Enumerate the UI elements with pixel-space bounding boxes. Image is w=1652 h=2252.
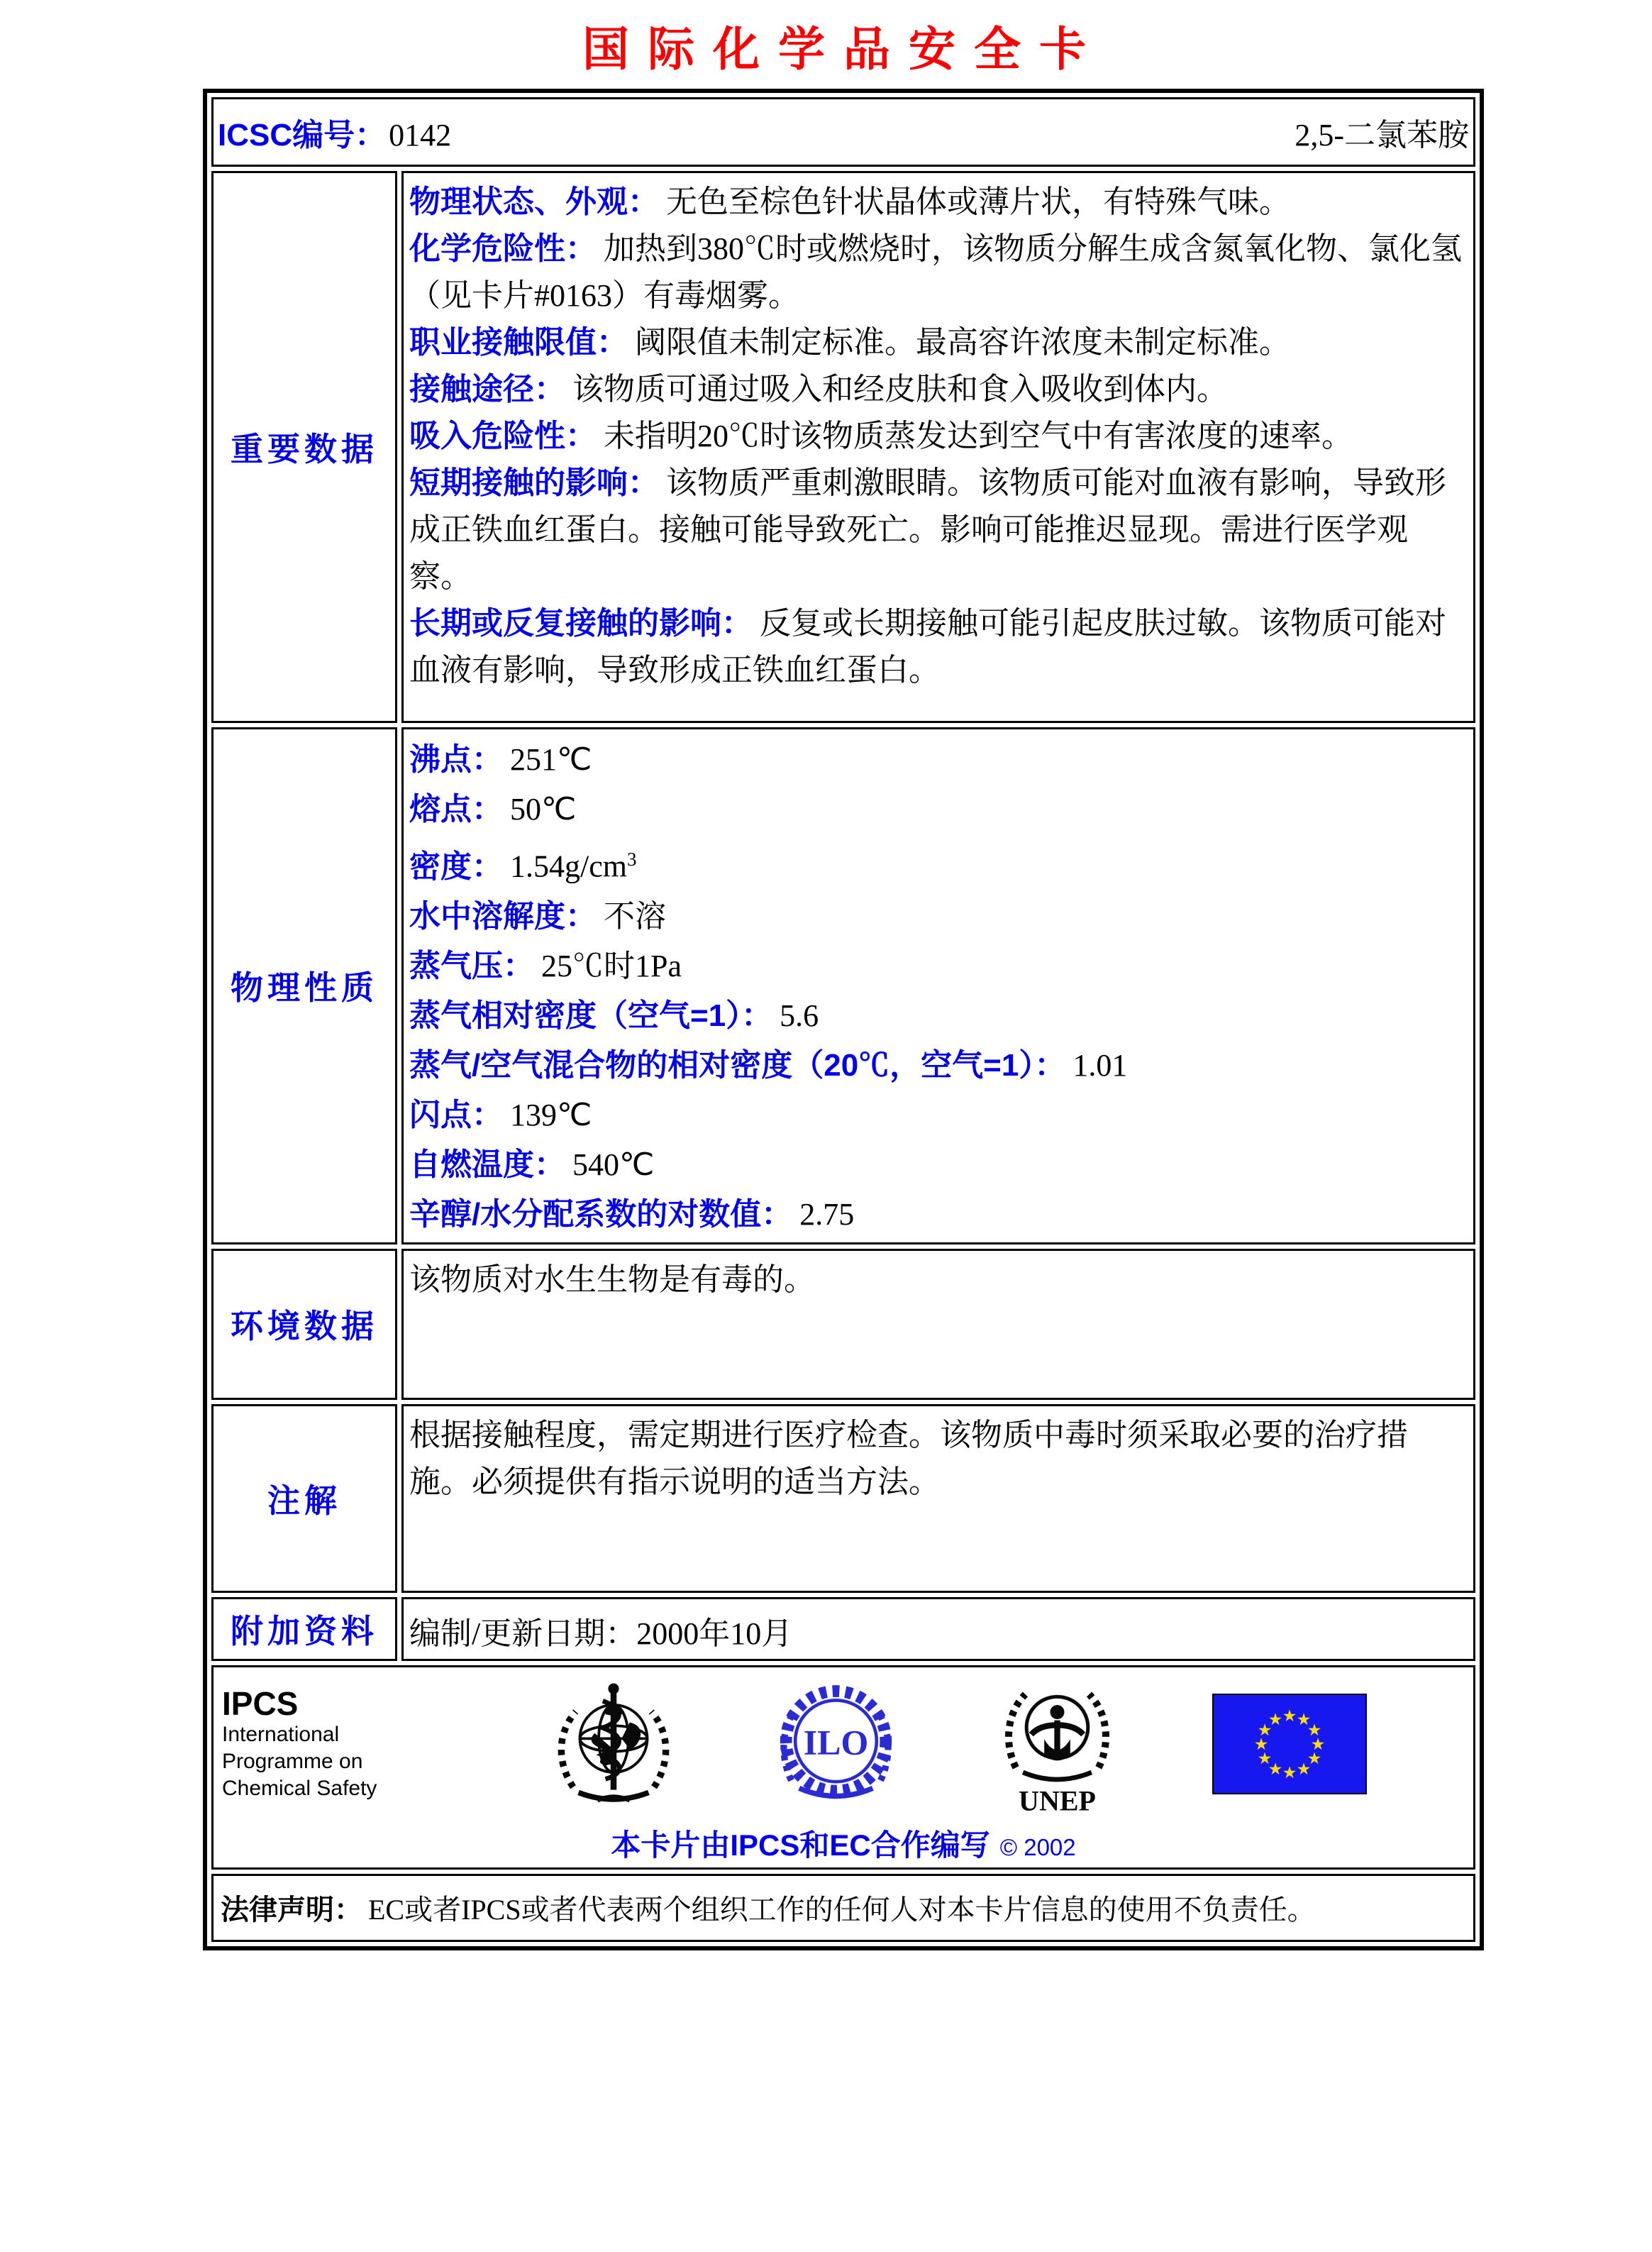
svg-text:★: ★ bbox=[1296, 1760, 1312, 1778]
property-value: 不溶 bbox=[604, 898, 666, 934]
item-text: 该物质可通过吸入和经皮肤和食入吸收到体内。 bbox=[572, 372, 1228, 407]
property-label: 辛醇/水分配系数的对数值： bbox=[409, 1196, 793, 1232]
svg-text:★: ★ bbox=[1268, 1710, 1283, 1728]
property-value: 50℃ bbox=[510, 792, 577, 827]
property-label: 蒸气/空气混合物的相对密度（20℃，空气=1）： bbox=[409, 1047, 1066, 1083]
copyright-text: © 2002 bbox=[999, 1833, 1076, 1860]
row-label-physical-properties: 物理性质 bbox=[211, 727, 397, 1244]
property-value: 540℃ bbox=[572, 1147, 655, 1182]
unep-text: UNEP bbox=[1018, 1784, 1096, 1815]
unep-logo-icon bbox=[992, 1673, 1123, 1815]
who-logo-icon bbox=[546, 1677, 681, 1811]
item-text: 未指明20℃时该物质蒸发达到空气中有害浓度的速率。 bbox=[604, 419, 1353, 453]
row-label-notes: 注解 bbox=[211, 1404, 397, 1593]
safety-card-sheet bbox=[203, 0, 1484, 1950]
item-label: 物理状态、外观： bbox=[409, 184, 659, 219]
item-label: 吸入危险性： bbox=[409, 419, 597, 453]
important-item bbox=[409, 319, 1465, 366]
important-item bbox=[409, 460, 1465, 600]
item-label: 长期或反复接触的影响： bbox=[409, 606, 753, 641]
important-item bbox=[409, 366, 1465, 413]
ipcs-block bbox=[222, 1686, 456, 1802]
row-label-environmental-data: 环境数据 bbox=[211, 1249, 397, 1400]
eu-flag-icon bbox=[1212, 1694, 1367, 1794]
important-item bbox=[409, 179, 1465, 226]
row-label-important-data: 重要数据 bbox=[211, 171, 397, 723]
property-value: 139℃ bbox=[510, 1097, 592, 1132]
item-text: 阈限值未制定标准。最高容许浓度未制定标准。 bbox=[635, 325, 1290, 360]
property-value: 2.75 bbox=[799, 1196, 855, 1232]
safety-card-table bbox=[203, 89, 1484, 1950]
property-value: 5.6 bbox=[780, 998, 819, 1033]
svg-text:★: ★ bbox=[1282, 1706, 1297, 1725]
property-line bbox=[409, 1091, 1465, 1140]
notes-text: 根据接触程度，需定期进行医疗检查。该物质中毒时须采取必要的治疗措施。必须提供有指示说明的适当方法。 bbox=[409, 1417, 1408, 1499]
item-label: 化学危险性： bbox=[409, 231, 597, 266]
svg-text:★: ★ bbox=[1307, 1749, 1322, 1767]
property-line bbox=[409, 735, 1465, 785]
card-header-row bbox=[211, 97, 1475, 167]
property-label: 闪点： bbox=[409, 1097, 503, 1132]
property-line bbox=[409, 834, 1465, 892]
property-line bbox=[409, 1190, 1465, 1240]
organization-logos-row bbox=[211, 1665, 1475, 1870]
legal-notice-text: EC或者IPCS或者代表两个组织工作的任何人对本卡片信息的使用不负责任。 bbox=[368, 1894, 1316, 1926]
important-item bbox=[409, 413, 1465, 460]
ilo-text: ILO bbox=[803, 1722, 869, 1762]
legal-notice-row bbox=[211, 1874, 1475, 1942]
property-line bbox=[409, 785, 1465, 834]
property-line bbox=[409, 1140, 1465, 1190]
update-date-label: 编制/更新日期： bbox=[409, 1616, 637, 1651]
ipcs-title: IPCS bbox=[222, 1684, 299, 1722]
property-label: 蒸气压： bbox=[409, 948, 534, 983]
property-line bbox=[409, 1041, 1465, 1091]
important-data-content bbox=[401, 171, 1475, 723]
property-label: 自燃温度： bbox=[409, 1147, 565, 1182]
row-label-additional-information: 附加资料 bbox=[211, 1597, 397, 1661]
svg-text:★: ★ bbox=[1268, 1760, 1283, 1778]
notes-content bbox=[401, 1404, 1475, 1593]
update-date-value: 2000年10月 bbox=[636, 1616, 793, 1651]
property-value: 1.54g/cm bbox=[510, 849, 627, 884]
property-superscript: 3 bbox=[626, 849, 637, 870]
property-line bbox=[409, 892, 1465, 942]
svg-text:★: ★ bbox=[1296, 1710, 1312, 1728]
svg-text:★: ★ bbox=[1307, 1721, 1322, 1739]
property-label: 沸点： bbox=[409, 742, 503, 777]
item-text: 加热到380℃时或燃烧时，该物质分解生成含氮氧化物、氯化氢（见卡片#0163）有毒烟雾。 bbox=[409, 231, 1462, 313]
property-value: 1.01 bbox=[1072, 1047, 1128, 1083]
item-label: 职业接触限值： bbox=[409, 325, 628, 360]
property-label: 水中溶解度： bbox=[409, 898, 597, 934]
item-label: 短期接触的影响： bbox=[409, 465, 659, 500]
physical-properties-content bbox=[401, 727, 1475, 1244]
icsc-number-label: ICSC编号： bbox=[218, 118, 387, 153]
ipcs-subtitle-line-1: International bbox=[222, 1722, 340, 1746]
important-item bbox=[409, 600, 1465, 694]
page-title: 国际化学品安全卡 bbox=[582, 24, 1104, 76]
additional-information-content bbox=[401, 1597, 1475, 1661]
environmental-data-content bbox=[401, 1249, 1475, 1400]
property-value: 25℃时1Pa bbox=[541, 948, 682, 983]
environmental-data-text: 该物质对水生生物是有毒的。 bbox=[409, 1262, 815, 1297]
substance-name: 2,5-二氯苯胺 bbox=[1295, 118, 1469, 153]
legal-notice-label: 法律声明： bbox=[221, 1894, 362, 1926]
svg-text:★: ★ bbox=[1253, 1735, 1269, 1753]
item-text: 反复或长期接触可能引起皮肤过敏。该物质可能对血液有影响，导致形成正铁血红蛋白。 bbox=[409, 606, 1446, 688]
svg-text:★: ★ bbox=[1282, 1763, 1297, 1782]
ipcs-subtitle-line-3: Chemical Safety bbox=[222, 1776, 377, 1800]
item-text: 该物质严重刺激眼睛。该物质可能对血液有影响，导致形成正铁血红蛋白。接触可能导致死亡。影响可能推迟显现。需进行医学观察。 bbox=[409, 465, 1446, 594]
ipcs-subtitle-line-2: Programme on bbox=[222, 1749, 363, 1773]
credit-text: 本卡片由IPCS和EC合作编写 bbox=[611, 1828, 990, 1862]
credit-line bbox=[214, 1822, 1473, 1865]
important-item bbox=[409, 226, 1465, 319]
property-label: 熔点： bbox=[409, 792, 503, 827]
svg-text:★: ★ bbox=[1257, 1721, 1273, 1739]
item-label: 接触途径： bbox=[409, 372, 565, 407]
property-label: 密度： bbox=[409, 849, 503, 884]
property-label: 蒸气相对密度（空气=1）： bbox=[409, 998, 773, 1033]
item-text: 无色至棕色针状晶体或薄片状，有特殊气味。 bbox=[666, 184, 1290, 219]
svg-text:★: ★ bbox=[1257, 1749, 1273, 1767]
property-line bbox=[409, 991, 1465, 1041]
property-line bbox=[409, 942, 1465, 991]
property-value: 251℃ bbox=[510, 742, 592, 777]
svg-text:★: ★ bbox=[1310, 1735, 1326, 1753]
ilo-logo-icon bbox=[770, 1678, 902, 1809]
icsc-number-value: 0142 bbox=[389, 118, 452, 153]
